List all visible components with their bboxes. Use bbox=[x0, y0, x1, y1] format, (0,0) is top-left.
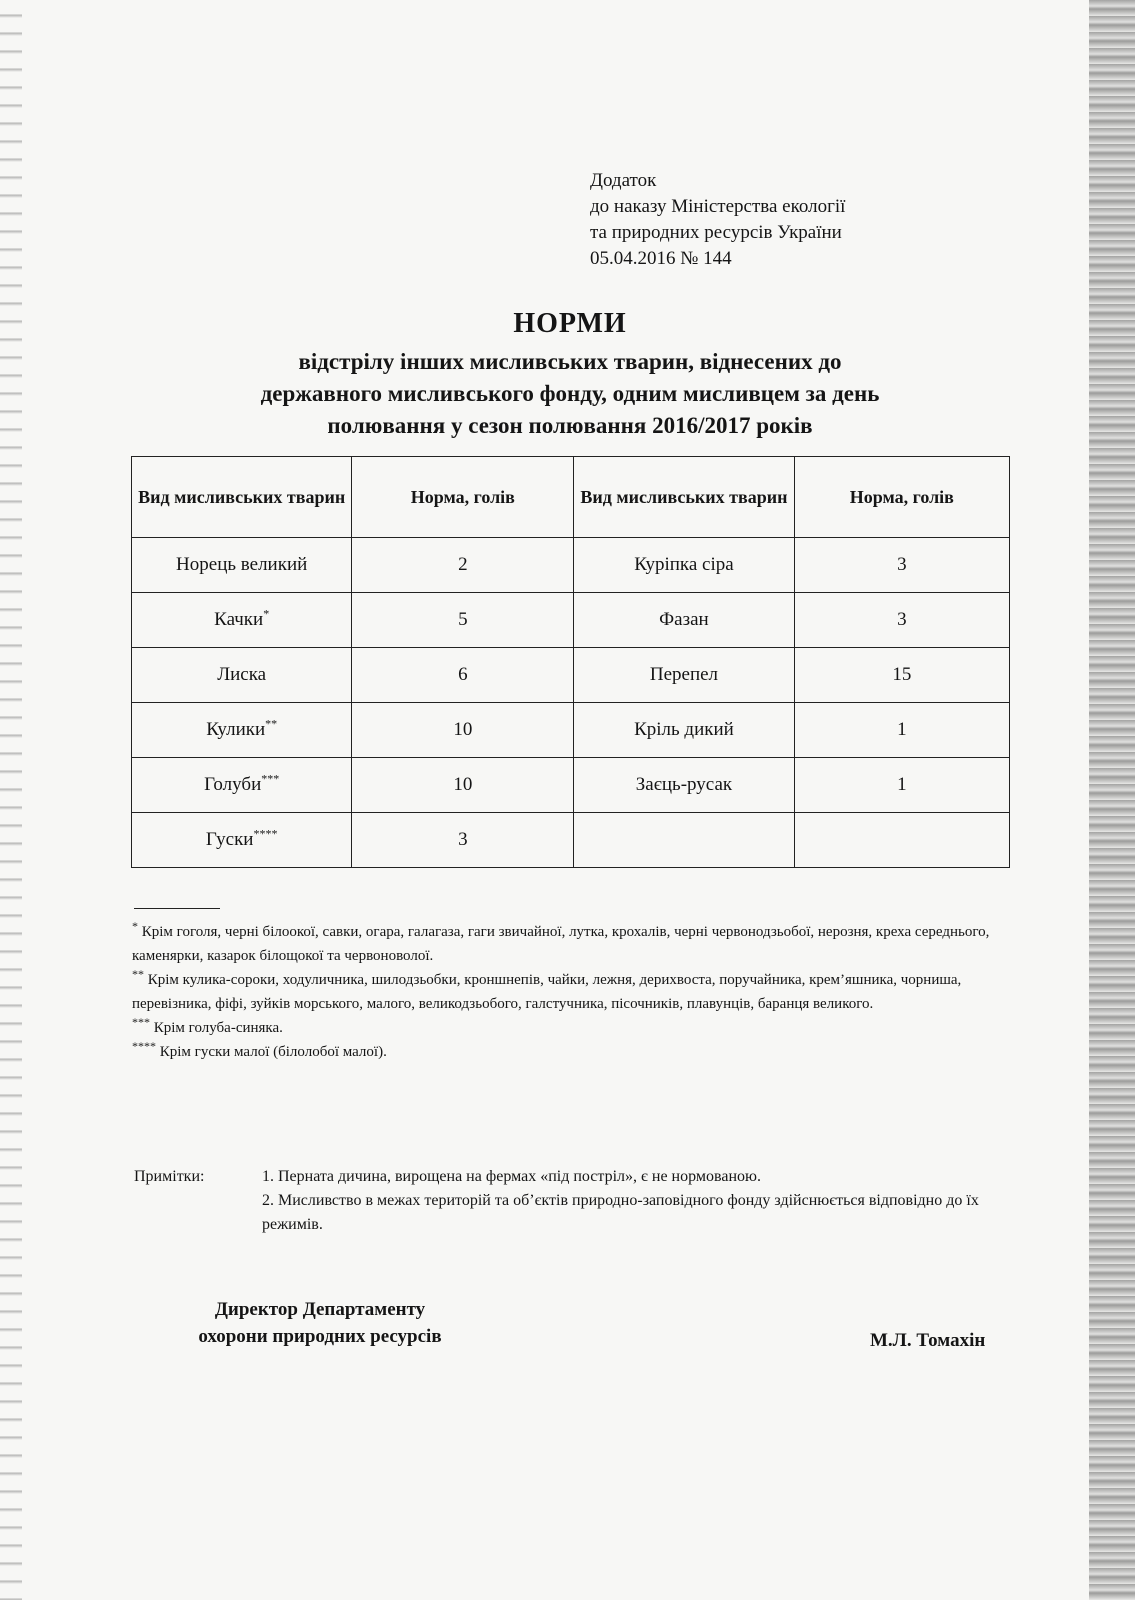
table-header-row bbox=[132, 457, 1010, 538]
norm-cell: 6 bbox=[352, 648, 574, 703]
table-row bbox=[132, 648, 1010, 703]
norm-cell: 2 bbox=[352, 538, 574, 593]
position-line: Директор Департаменту bbox=[214, 1299, 426, 1320]
addendum-date-number: 05.04.2016 № 144 bbox=[590, 248, 732, 269]
norm-cell: 5 bbox=[352, 593, 574, 648]
addendum-line: до наказу Міністерства екології bbox=[590, 196, 846, 217]
animal-cell: Гуски**** bbox=[132, 813, 352, 868]
animal-cell: Кулики** bbox=[132, 703, 352, 758]
note-item: 1. Пернатa дичина, вирощена на фермах «під постріл», є не нормованою. bbox=[262, 1168, 761, 1185]
subtitle-line: відстрілу інших мисливських тварин, віднесених до bbox=[298, 349, 842, 374]
norm-cell bbox=[794, 813, 1009, 868]
footnote-divider bbox=[134, 908, 220, 909]
note-item: 2. Мисливство в межах територій та об’єктів природно-заповідного фонду здійснюється відповідно до їх режимів. bbox=[262, 1192, 979, 1233]
notes-label: Примітки: bbox=[134, 1168, 205, 1185]
footnote: **** Крім гуски малої (білолобої малої). bbox=[132, 1039, 387, 1060]
norm-cell: 3 bbox=[352, 813, 574, 868]
norm-cell: 1 bbox=[794, 703, 1009, 758]
table-row bbox=[132, 758, 1010, 813]
addendum-block bbox=[590, 168, 845, 272]
footnote: * Крім гоголя, черні білоокої, савки, огара, галагаза, гаги звичайної, лутка, крохалів, черні червонодзьобої, нерозня, креха середнього, каменярки, казарок білощокої та червоноволої. bbox=[132, 919, 990, 964]
table-row bbox=[132, 538, 1010, 593]
norm-cell: 3 bbox=[794, 538, 1009, 593]
footnote: *** Крім голуба-синяка. bbox=[132, 1015, 283, 1036]
scan-edge-right bbox=[1089, 0, 1135, 1600]
signatory-name: М.Л. Томахін bbox=[870, 1330, 986, 1351]
footnotes bbox=[132, 920, 1012, 1064]
animal-cell: Качки* bbox=[132, 593, 352, 648]
table-row bbox=[132, 813, 1010, 868]
document-title: НОРМИ bbox=[513, 308, 627, 339]
signatory-position bbox=[160, 1296, 480, 1350]
norm-cell: 3 bbox=[794, 593, 1009, 648]
header-norm-left: Норма, голів bbox=[352, 457, 574, 538]
header-animal-left: Вид мисливських тварин bbox=[132, 457, 352, 538]
header-animal-right: Вид мисливських тварин bbox=[574, 457, 794, 538]
animal-cell: Норець великий bbox=[132, 538, 352, 593]
norm-cell: 10 bbox=[352, 703, 574, 758]
subtitle-line: полювання у сезон полювання 2016/2017 років bbox=[327, 413, 813, 438]
footnote: ** Крім кулика-сороки, ходуличника, шилодзьобки, кроншнепів, чайки, лежня, дерихвоста, поручайника, крем’яшника, чорниша, перевізника, фіфі, зуйків морського, малого, великодзьобого, галстучника, пісочників, плавунців, баранця великого. bbox=[132, 967, 962, 1012]
animal-cell: Голуби*** bbox=[132, 758, 352, 813]
animal-cell: Фазан bbox=[574, 593, 794, 648]
animal-cell: Куріпка сіра bbox=[574, 538, 794, 593]
position-line: охорони природних ресурсів bbox=[198, 1326, 442, 1347]
norms-table bbox=[131, 456, 1010, 868]
subtitle-line: державного мисливського фонду, одним мисливцем за день bbox=[260, 381, 880, 406]
animal-cell: Лиска bbox=[132, 648, 352, 703]
animal-cell bbox=[574, 813, 794, 868]
header-norm-right: Норма, голів bbox=[794, 457, 1009, 538]
table-row bbox=[132, 703, 1010, 758]
document-subtitle bbox=[130, 346, 1010, 442]
norm-cell: 15 bbox=[794, 648, 1009, 703]
notes-list bbox=[262, 1165, 982, 1237]
animal-cell: Заєць-русак bbox=[574, 758, 794, 813]
animal-cell: Перепел bbox=[574, 648, 794, 703]
table-row bbox=[132, 593, 1010, 648]
animal-cell: Кріль дикий bbox=[574, 703, 794, 758]
norm-cell: 10 bbox=[352, 758, 574, 813]
addendum-line: та природних ресурсів України bbox=[590, 222, 842, 243]
scan-edge-left bbox=[0, 0, 22, 1600]
addendum-line: Додаток bbox=[590, 170, 657, 191]
norm-cell: 1 bbox=[794, 758, 1009, 813]
